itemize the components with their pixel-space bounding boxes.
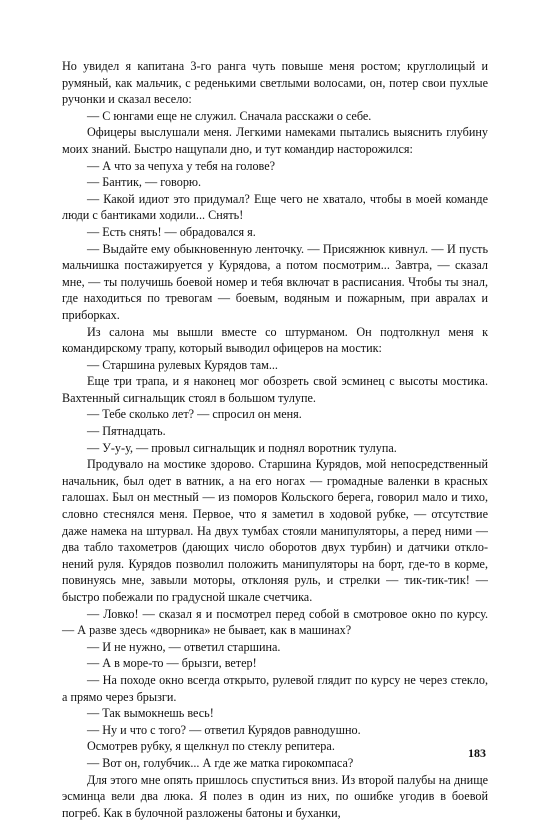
paragraph: — С юнгами еще не служил. Сначала расскажи о себе. bbox=[87, 108, 372, 123]
paragraph: — Старшина рулевых Курядов там... bbox=[87, 357, 278, 372]
paragraph: Для этого мне опять пришлось спуститься вниз. Из второй палубы на днище эсминца вели два люка. Я полез в один из них, по ошибке угодив в боевой погреб. Как в булочной разложены батоны и буханки, bbox=[62, 772, 488, 820]
paragraph: — Бантик, — говорю. bbox=[87, 175, 202, 190]
paragraph: — Пятнадцать. bbox=[87, 424, 166, 439]
paragraph: Продувало на мостике здорово. Старшина Курядов, мой непосредственный начальник, был одет в ватник, а на его ногах — громадные валенки в красных галошах. Был он местный — из поморов Кольского берега, говорил мало и тихо, словно стеснялся меня. Первое, что я заметил в ходовой рубке, — отсутствие даже намека на штурвал. На двух тумбах стояли манипуляторы, а перед ними — два табло тахометров (дающих число оборотов двух турбин) и датчики отклонений руля. Курядов позволил положить манипуляторы на борт, где-то в корме, повинуясь мне, завыли моторы, отклоняя руль, и стрелки — тик-тик-тик! — быстро побежали по градусной шкале счетчика. bbox=[62, 457, 488, 604]
paragraph: — Тебе сколько лет? — спросил он меня. bbox=[87, 407, 302, 422]
paragraph: Из салона мы вышли вместе со штурманом. Он подтолкнул меня к командирскому трапу, который выводил офицеров на мостик: bbox=[62, 324, 488, 356]
paragraph: Осмотрев рубку, я щелкнул по стеклу репитера. bbox=[87, 739, 335, 754]
paragraph: — Выдайте ему обыкновенную ленточку. — Присяжнюк кивнул. — И пусть мальчишка постажируется у Курядова, а потом посмотрим... Завтра, — сказал мне, — ты получишь боевой номер и тебя включат в расписания. Чтобы ты знал, где находиться по тревогам — боевым, водяным и пожарным, при авралах и приборках. bbox=[62, 241, 488, 322]
paragraph: — Вот он, голубчик... А где же матка гирокомпаса? bbox=[87, 755, 354, 770]
paragraph: — А что за чепуха у тебя на голове? bbox=[87, 158, 276, 173]
paragraph: — Есть снять! — обрадовался я. bbox=[87, 224, 256, 239]
paragraph: — Какой идиот это придумал? Еще чего не хватало, чтобы в моей команде люди с бантиками ходили... Снять! bbox=[62, 191, 488, 223]
paragraph: Еще три трапа, и я наконец мог обозреть свой эсминец с высоты мостика. Вахтенный сигнальщик стоял в большом тулупе. bbox=[62, 374, 488, 405]
paragraph: — Ну и что с того? — ответил Курядов равнодушно. bbox=[87, 722, 361, 737]
page-body bbox=[62, 58, 488, 821]
paragraph: — У-у-у, — провыл сигнальщик и поднял воротник тулупа. bbox=[87, 440, 397, 455]
paragraph: — И не нужно, — ответил старшина. bbox=[87, 639, 281, 654]
paragraph: Но увидел я капитана 3-го ранга чуть повыше меня ростом; круглолицый и румяный, как мальчик, с реденькими светлыми волосами, он, потер свои пухлые ручонки и сказал весело: bbox=[62, 59, 488, 107]
paragraph: — Ловко! — сказал я и посмотрел перед собой в смотровое окно по курсу. — А разве здесь «дворника» не бывает, как в машинах? bbox=[62, 606, 488, 638]
page-number: 183 bbox=[468, 746, 486, 760]
paragraph: — А в море-то — брызги, ветер! bbox=[87, 656, 257, 671]
paragraph: — На походе окно всегда открыто, рулевой глядит по курсу не через стекло, а прямо через брызги. bbox=[62, 672, 488, 704]
paragraph: Офицеры выслушали меня. Легкими намеками пытались выяснить глубину моих знаний. Быстро нащупали дно, и тут командир насторожился: bbox=[62, 125, 488, 156]
paragraph: — Так вымокнешь весь! bbox=[87, 706, 214, 721]
